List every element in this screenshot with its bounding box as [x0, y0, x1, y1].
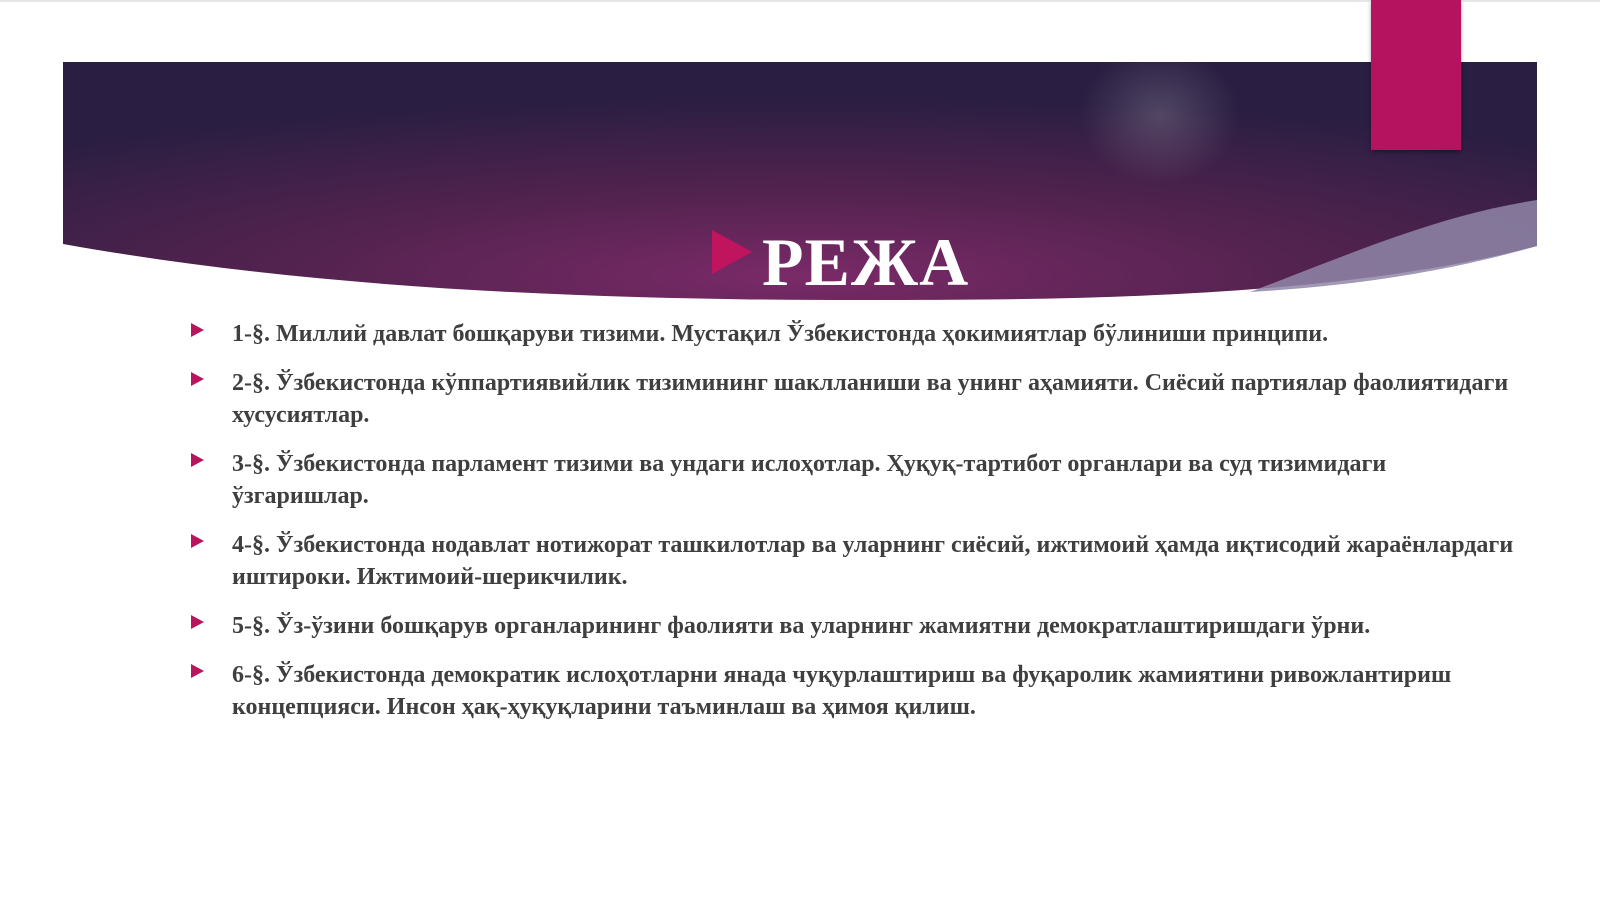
accent-tab	[1371, 0, 1461, 150]
triangle-bullet-icon	[191, 615, 204, 629]
triangle-bullet-icon	[191, 453, 204, 467]
list-item	[188, 448, 1518, 512]
list-item	[188, 529, 1518, 593]
list-item-text: 3-§. Ўзбекистонда парламент тизими ва ундаги ислоҳотлар. Ҳуқуқ-тартибот органлари ва суд тизимидаги ўзгаришлар.	[232, 451, 1387, 509]
slide-title: РЕЖА	[762, 224, 970, 300]
list-item	[188, 659, 1518, 723]
triangle-bullet-icon	[191, 664, 204, 678]
list-item	[188, 610, 1518, 642]
list-item-text: 5-§. Ўз-ўзини бошқарув органларининг фаолияти ва уларнинг жамиятни демократлаштиришдаги ўрни.	[232, 613, 1371, 639]
title-block	[712, 222, 969, 302]
list-item-text: 4-§. Ўзбекистонда нодавлат нотижорат ташкилотлар ва уларнинг сиёсий, ижтимоий ҳамда иқтисодий жараёнлардаги иштироки. Ижтимоий-шерикчилик.	[232, 532, 1514, 590]
triangle-bullet-icon	[191, 372, 204, 386]
list-item	[188, 318, 1518, 350]
plan-list	[188, 318, 1518, 740]
title-arrow-icon	[712, 230, 752, 274]
list-item-text: 1-§. Миллий давлат бошқаруви тизими. Мустақил Ўзбекистонда ҳокимиятлар бўлиниши принципи.	[232, 321, 1329, 347]
triangle-bullet-icon	[191, 534, 204, 548]
list-item-text: 6-§. Ўзбекистонда демократик ислоҳотларни янада чуқурлаштириш ва фуқаролик жамиятини ривожлантириш концепцияси. Инсон ҳақ-ҳуқуқларини таъминлаш ва ҳимоя қилиш.	[232, 662, 1452, 720]
list-item-text: 2-§. Ўзбекистонда кўппартиявийлик тизимининг шаклланиши ва унинг аҳамияти. Сиёсий партиялар фаолиятидаги хусусиятлар.	[232, 370, 1509, 428]
triangle-bullet-icon	[191, 323, 204, 337]
list-item	[188, 367, 1518, 431]
